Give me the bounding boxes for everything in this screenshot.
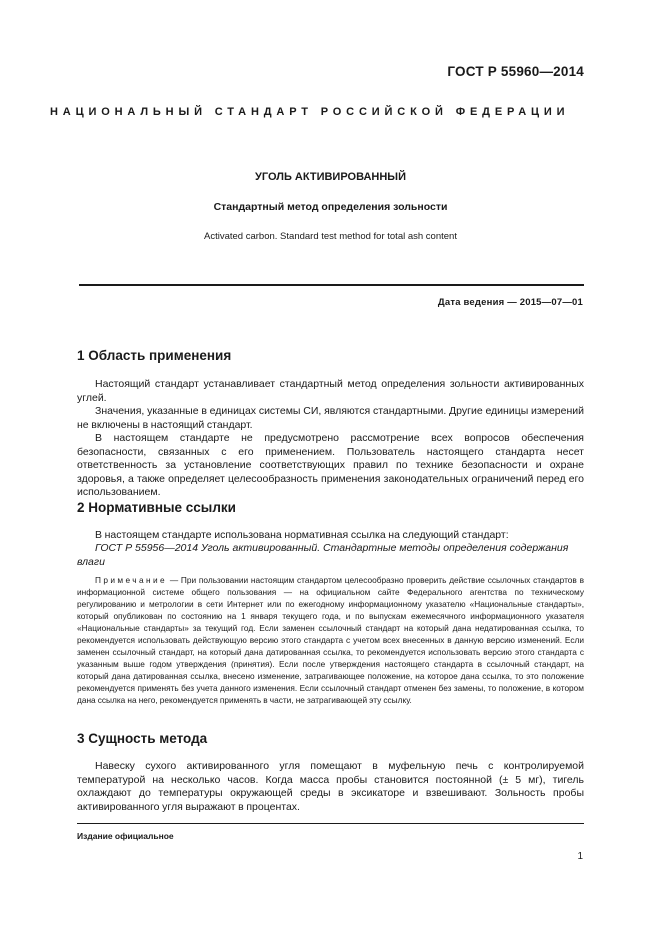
paragraph: В настоящем стандарте использована нормативная ссылка на следующий стандарт: [95, 529, 509, 541]
section-body-scope [77, 378, 584, 500]
document-subtitle: Стандартный метод определения зольности [213, 201, 448, 213]
section-heading-method-essence: 3 Сущность метода [77, 731, 208, 746]
document-title: УГОЛЬ АКТИВИРОВАННЫЙ [255, 171, 406, 183]
paragraph: Навеску сухого активированного угля помещают в муфельную печь с контролируемой температурой на несколько часов. Когда масса пробы становится постоянной (± 5 мг), тигель охлаждают до температуры окружающей среды в эксикаторе и взвешивают. Зольность пробы активированного угля выражают в процентах. [77, 760, 584, 813]
section-heading-normative-references: 2 Нормативные ссылки [77, 500, 236, 515]
paragraph: В настоящем стандарте не предусмотрено рассмотрение всех вопросов обеспечения безопасности, связанных с его применением. Пользователь настоящего стандарта несет ответственность за установление соответствующих правил по технике безопасности и охране здоровья, а также определяет целесообразность применения законодательных ограничений перед его использованием. [77, 432, 584, 498]
title-divider [79, 284, 584, 286]
section-body-method-essence [77, 760, 584, 814]
document-code: ГОСТ Р 55960—2014 [447, 64, 584, 79]
note-label: Примечание [95, 575, 168, 585]
footer-divider [77, 823, 584, 824]
normative-reference: ГОСТ Р 55956—2014 Уголь активированный. Стандартные методы определения содержания влаги [77, 542, 569, 568]
section-heading-scope: 1 Область применения [77, 348, 232, 363]
paragraph: Значения, указанные в единицах системы СИ, являются стандартными. Другие единицы измерений не включены в настоящий стандарт. [77, 405, 584, 431]
note-text: — При пользовании настоящим стандартом целесообразно проверить действие ссылочных стандартов в информационной системе общего пользования — на официальном сайте Федерального агентства по техническому регулированию и метрологии в сети Интернет или по ежегодному информационному указателю «Национальные стандарты», который опубликован по состоянию на 1 января текущего года, и по выпускам ежемесячного информационного указателя «Национальные стандарты» за текущий год. Если заменен ссылочный стандарт на который дана недатированная ссылка, то рекомендуется использовать действующую версию этого стандарта с учетом всех внесенных в данную версию изменений. Если заменен ссылочный стандарт, на который дана датированная ссылка, то рекомендуется использовать версию этого стандарта с указанным выше годом утверждения (принятия). Если после утверждения настоящего стандарта в ссылочный стандарт, на который дана датированная ссылка, внесено изменение, затрагивающее положение, на которое дана ссылка, то это положение рекомендуется применять без учета данного изменения. Если ссылочный стандарт отменен без замены, то положение, в котором дана ссылка на него, рекомендуется применять в части, не затрагивающей эту ссылку. [77, 575, 584, 705]
introduction-date: Дата ведения — 2015—07—01 [437, 297, 583, 308]
page-number: 1 [577, 851, 583, 862]
national-standard-heading: НАЦИОНАЛЬНЫЙ СТАНДАРТ РОССИЙСКОЙ ФЕДЕРАЦИИ [50, 106, 570, 118]
official-edition-label: Издание официальное [77, 831, 174, 841]
paragraph: Настоящий стандарт устанавливает стандартный метод определения зольности активированных углей. [77, 378, 584, 404]
note-block [77, 574, 584, 706]
section-body-normative-references [77, 529, 584, 543]
document-title-english: Activated carbon. Standard test method for total ash content [204, 231, 457, 242]
